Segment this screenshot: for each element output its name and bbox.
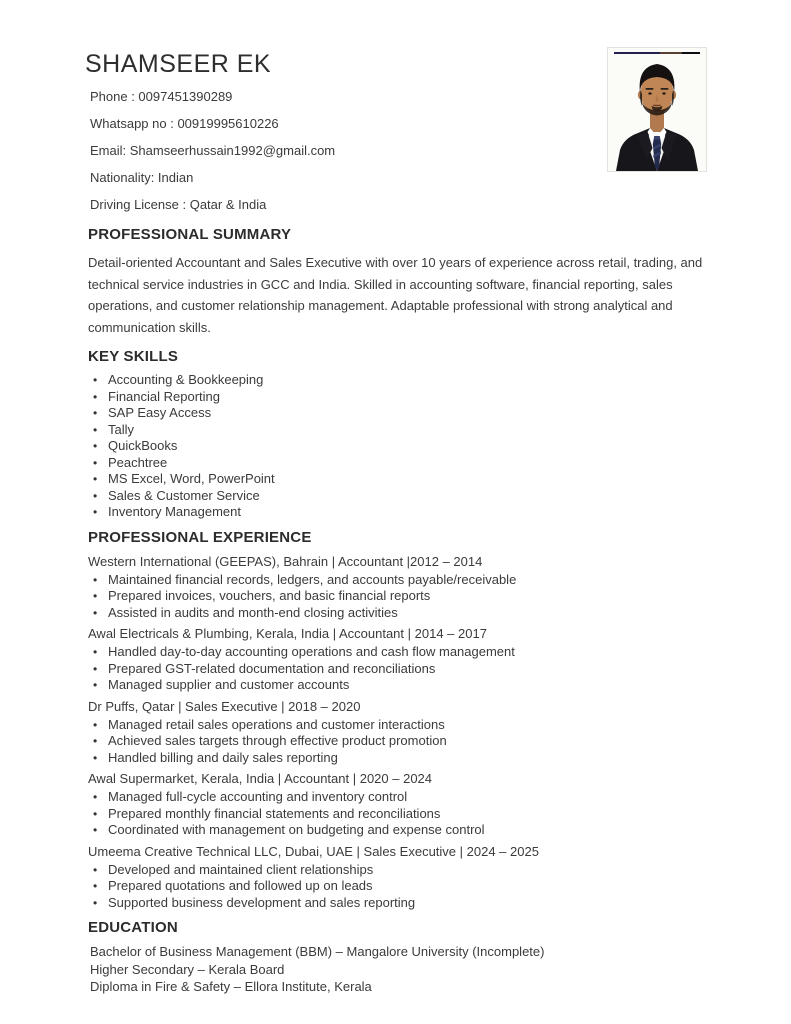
skill-item <box>88 488 705 505</box>
portrait-illustration <box>608 48 706 171</box>
bullet-icon: • <box>93 389 98 404</box>
bullet-icon: • <box>93 605 98 620</box>
skill-label: Sales & Customer Service <box>108 487 260 503</box>
job-bullet-text: Maintained financial records, ledgers, and accounts payable/receivable <box>108 571 517 587</box>
education-line: Bachelor of Business Management (BBM) – Mangalore University (Incomplete) <box>90 944 545 959</box>
education-block <box>88 943 705 996</box>
bullet-icon: • <box>93 879 98 893</box>
candidate-photo <box>607 47 707 172</box>
job-bullets <box>88 572 705 622</box>
skill-label: MS Excel, Word, PowerPoint <box>108 471 275 486</box>
job-bullet-text: Prepared GST-related documentation and reconciliations <box>108 660 436 676</box>
job-bullet <box>88 644 705 661</box>
section-title-summary: PROFESSIONAL SUMMARY <box>88 226 292 243</box>
skill-label: Accounting & Bookkeeping <box>108 372 264 387</box>
job-heading: Umeema Creative Technical LLC, Dubai, UAE | Sales Executive | 2024 – 2025 <box>88 843 539 859</box>
job-bullet <box>88 733 705 750</box>
job-bullet <box>88 661 705 678</box>
education-line: Diploma in Fire & Safety – Ellora Institute, Kerala <box>90 979 372 994</box>
skill-item <box>88 389 705 406</box>
bullet-icon: • <box>93 645 98 659</box>
job-heading: Awal Electricals & Plumbing, Kerala, India | Accountant | 2014 – 2017 <box>88 626 487 641</box>
job-bullets <box>88 862 705 912</box>
job-entry <box>88 698 705 767</box>
bullet-icon: • <box>93 488 98 503</box>
skill-item <box>88 455 705 472</box>
job-bullet-text: Developed and maintained client relationships <box>108 861 374 877</box>
job-bullet <box>88 862 705 879</box>
job-bullet <box>88 572 705 589</box>
skill-label: Financial Reporting <box>108 388 221 404</box>
bullet-icon: • <box>93 790 98 804</box>
bullet-icon: • <box>93 862 98 877</box>
job-bullet-text: Assisted in audits and month-end closing activities <box>108 604 398 620</box>
contact-line: Phone : 0097451390289 <box>90 89 233 104</box>
job-heading: Awal Supermarket, Kerala, India | Accountant | 2020 – 2024 <box>88 771 433 786</box>
bullet-icon: • <box>93 373 98 387</box>
job-bullets <box>88 717 705 767</box>
job-bullet-text: Prepared quotations and followed up on leads <box>108 878 373 893</box>
candidate-name: SHAMSEER EK <box>85 50 272 78</box>
job-entry <box>88 553 705 622</box>
bullet-icon: • <box>93 422 98 437</box>
bullet-icon: • <box>93 806 98 821</box>
skills-list <box>88 372 705 521</box>
job-bullet-text: Handled billing and daily sales reporting <box>108 749 338 765</box>
skill-item <box>88 438 705 455</box>
section-title-education: EDUCATION <box>88 919 178 936</box>
contact-line: Email: Shamseerhussain1992@gmail.com <box>90 143 336 158</box>
bullet-icon: • <box>93 823 98 837</box>
contact-line: Nationality: Indian <box>90 170 194 185</box>
education-line: Higher Secondary – Kerala Board <box>90 961 285 977</box>
skill-label: SAP Easy Access <box>108 405 212 420</box>
bullet-icon: • <box>93 661 98 676</box>
contact-line: Driving License : Qatar & India <box>90 197 267 212</box>
job-bullet-text: Supported business development and sales reporting <box>108 894 416 910</box>
skill-label: Inventory Management <box>108 504 241 519</box>
job-bullet-text: Prepared invoices, vouchers, and basic financial reports <box>108 588 431 603</box>
skill-item <box>88 504 705 521</box>
job-entry <box>88 843 705 912</box>
job-bullet <box>88 878 705 895</box>
bullet-icon: • <box>93 439 98 453</box>
job-bullets <box>88 789 705 839</box>
job-bullet <box>88 605 705 622</box>
job-bullet-text: Achieved sales targets through effective product promotion <box>108 733 447 748</box>
skill-label: QuickBooks <box>108 438 178 453</box>
bullet-icon: • <box>93 895 98 910</box>
job-bullet <box>88 588 705 605</box>
skill-item <box>88 405 705 422</box>
job-entry <box>88 625 705 694</box>
job-bullet-text: Handled day-to-day accounting operations and cash flow management <box>108 644 515 659</box>
job-bullet <box>88 677 705 694</box>
bullet-icon: • <box>93 406 98 420</box>
bullet-icon: • <box>93 734 98 748</box>
bullet-icon: • <box>93 472 98 486</box>
bullet-icon: • <box>93 572 98 587</box>
section-title-key-skills: KEY SKILLS <box>88 348 179 365</box>
job-bullet <box>88 750 705 767</box>
summary-text: Detail-oriented Accountant and Sales Executive with over 10 years of experience across retail, trading, and technical service industries in GCC and India. Skilled in accounting software, financial reporting, sales operations, and customer relationship management. Adaptable professional with strong analytical and communication skills. <box>88 255 703 335</box>
job-bullet-text: Managed retail sales operations and customer interactions <box>108 716 445 732</box>
job-heading: Western International (GEEPAS), Bahrain | Accountant |2012 – 2014 <box>88 553 483 569</box>
skill-item <box>88 471 705 488</box>
job-bullet <box>88 789 705 806</box>
job-bullet-text: Managed full-cycle accounting and inventory control <box>108 789 408 804</box>
job-bullet-text: Managed supplier and customer accounts <box>108 677 350 692</box>
bullet-icon: • <box>93 750 98 765</box>
job-bullet <box>88 895 705 912</box>
job-bullet <box>88 717 705 734</box>
skill-label: Peachtree <box>108 454 168 470</box>
bullet-icon: • <box>93 455 98 470</box>
job-bullet <box>88 822 705 839</box>
bullet-icon: • <box>93 717 98 732</box>
skill-label: Tally <box>108 421 135 437</box>
job-bullet-text: Prepared monthly financial statements and reconciliations <box>108 805 441 821</box>
bullet-icon: • <box>93 505 98 519</box>
bullet-icon: • <box>93 678 98 692</box>
job-bullet <box>88 806 705 823</box>
job-entry <box>88 770 705 839</box>
contact-line: Whatsapp no : 00919995610226 <box>90 116 279 131</box>
job-bullet-text: Coordinated with management on budgeting and expense control <box>108 822 485 837</box>
skill-item <box>88 422 705 439</box>
skill-item <box>88 372 705 389</box>
job-heading: Dr Puffs, Qatar | Sales Executive | 2018 – 2020 <box>88 698 361 714</box>
bullet-icon: • <box>93 589 98 603</box>
section-title-experience: PROFESSIONAL EXPERIENCE <box>88 528 312 546</box>
job-bullets <box>88 644 705 694</box>
